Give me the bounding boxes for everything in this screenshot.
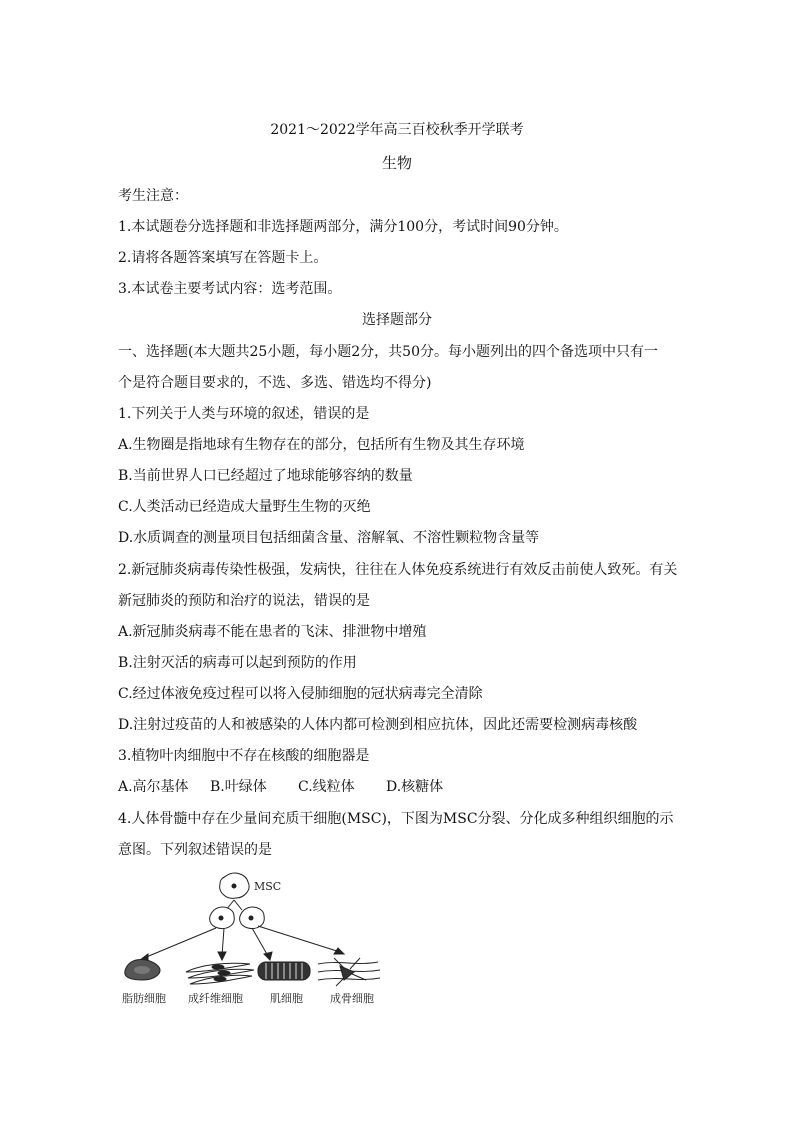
label-osteocyte: 成骨细胞 [330,992,374,1005]
notice-item: 1.本试题卷分选择题和非选择题两部分，满分100分，考试时间90分钟。 [118,219,568,235]
label-adipocyte: 脂肪细胞 [122,992,166,1005]
question-1-option-d: D.水质调查的测量项目包括细菌含量、溶解氧、不溶性颗粒物含量等 [118,530,540,546]
question-2-option-b: B.注射灭活的病毒可以起到预防的作用 [118,655,357,671]
question-3-stem: 3.植物叶肉细胞中不存在核酸的细胞器是 [118,748,370,764]
question-3-options [118,777,478,797]
question-2-option-d: D.注射过疫苗的人和被感染的人体内都可检测到相应抗体，因此还需要检测病毒核酸 [118,717,638,733]
adipocyte-cell [125,960,160,981]
question-3-option-c: C.线粒体 [298,779,355,795]
section-intro: 一、选择题(本大题共25小题，每小题2分，共50分。每小题列出的四个备选项中只有一 [118,344,658,360]
question-2-stem: 2.新冠肺炎病毒传染性极强，发病快，往往在人体免疫系统进行有效反击前使人致死。有关 [118,562,678,578]
question-1-option-a: A.生物圈是指地球有生物存在的部分，包括所有生物及其生存环境 [118,437,525,453]
exam-title: 2021～2022学年高三百校秋季开学联考 [270,122,524,138]
osteocyte-cell [318,958,380,986]
msc-cell [220,873,249,898]
notice-item: 2.请将各题答案填写在答题卡上。 [118,250,328,266]
question-1-option-b: B.当前世界人口已经超过了地球能够容纳的数量 [118,468,413,484]
subject-title: 生物 [381,154,412,172]
section-title: 选择题部分 [362,312,432,328]
label-fibroblast: 成纤维细胞 [188,992,243,1005]
question-4-stem: 4.人体骨髓中存在少量间充质干细胞(MSC)，下图为MSC分裂、分化成多种组织细胞的示 [118,811,674,827]
label-muscle-cell: 肌细胞 [270,992,303,1005]
question-2-option-a: A.新冠肺炎病毒不能在患者的飞沫、排泄物中增殖 [118,624,427,640]
msc-label: MSC [254,880,282,893]
question-1-stem: 1.下列关于人类与环境的叙述，错误的是 [118,406,370,422]
muscle-cell [258,962,310,980]
msc-differentiation-figure [118,868,388,1016]
question-4-stem: 意图。下列叙述错误的是 [118,842,272,858]
question-2-stem: 新冠肺炎的预防和治疗的说法，错误的是 [118,593,370,609]
question-3-option-d: D.核糖体 [386,779,444,795]
fibroblast-cells [186,963,254,984]
notice-heading: 考生注意： [118,188,188,204]
question-1-option-c: C.人类活动已经造成大量野生生物的灭绝 [118,499,371,515]
split-arrow [234,900,242,910]
question-3-option-a: A.高尔基体 [118,779,189,795]
notice-item: 3.本试卷主要考试内容：选考范围。 [118,281,342,297]
question-2-option-c: C.经过体液免疫过程可以将入侵肺细胞的冠状病毒完全清除 [118,686,483,702]
differentiation-arrows [140,926,344,960]
question-3-option-b: B.叶绿体 [210,779,267,795]
daughter-cell [240,907,265,928]
daughter-cell [210,907,235,928]
section-intro: 个是符合题目要求的，不选、多选、错选均不得分) [118,375,432,391]
